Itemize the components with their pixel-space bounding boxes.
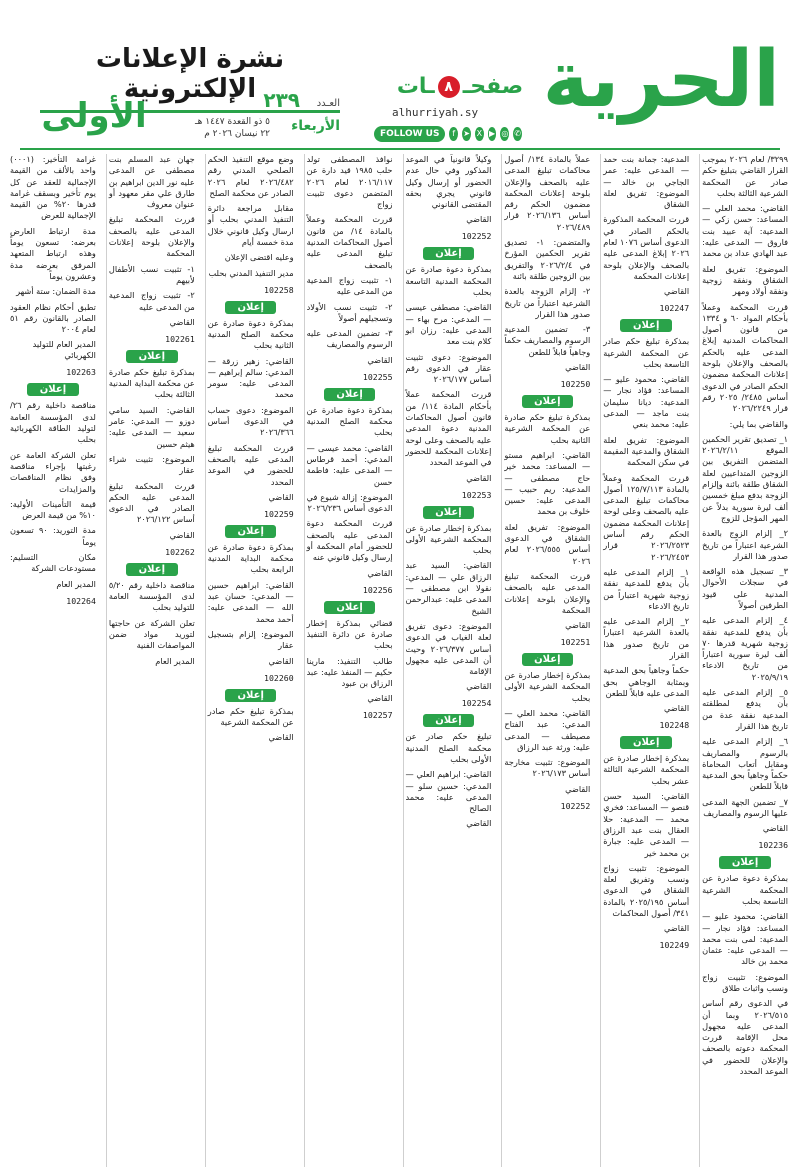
announcement-text: عملاً بالمادة ١٣٤/ أصول محاكمات تبليغ المدعى عليه بالصحف والإعلان بلوحة إعلانات المحكمة مضمون الحكم رقم أساس ٢٠٢٦/١٣٦ قرار ٢٠٢٦/٤٨٩ — [504, 154, 591, 232]
announcement-text: الموضوع: تثبيت زواج ونسب واثبات طلاق — [702, 971, 788, 993]
signature: القاضي — [367, 693, 393, 704]
announcement-text: ٣- تضمين المدعى عليه الرسوم والمصاريف — [306, 328, 393, 350]
signature: المدير العام — [56, 578, 96, 589]
announcement-text: قررت المحكمة دعوة المدعى عليه بالصحف للحضور أمام المحكمة أو إرسال وكيل قانوني عنه — [306, 518, 393, 563]
signature: القاضي — [663, 286, 690, 297]
announcement-text: قررت المحكمة عملاً بأحكام المادة ١١٤/ من قانون أصول المحاكمات المدنية دعوة المدعى عليه بالصحف وعلى لوحة إعلانات المحكمة للحضور في الموعد المحدد — [405, 389, 492, 468]
announcement-code: 102263 — [66, 367, 96, 378]
announcement-text: القاضي: محمد عيسى — المدعي: أحمد قرطاس — المدعى عليه: فاطمة حسن — [306, 442, 393, 487]
signature: القاضي — [663, 923, 690, 934]
signature: المدير العام — [155, 655, 195, 666]
newspaper-logo[interactable]: الحرية — [542, 35, 780, 125]
signature: القاضي — [466, 472, 492, 483]
announcement-text: القاضي: محمد العلي — المدعي: عبد الفتاح مصيطف — المدعى عليه: ورثة عبد الرزاق — [504, 707, 591, 752]
announcement-text: بمذكرة إخطار صادرة عن المحكمة الشرعية الثالثة عشر بحلب — [603, 753, 690, 786]
announcement-header: إعلان — [719, 856, 771, 869]
announcement-header: إعلان — [324, 601, 376, 614]
pages-badge — [390, 74, 530, 99]
announcement-text: القاضي: زهير زرقة — المدعي: سالم إبراهيم — المدعى عليه: سومر محمد — [207, 355, 294, 400]
announcement-text: تعلن الشركة عن حاجتها لتوريد مواد ضمن المواصفات الفنية — [108, 617, 195, 651]
edition-label: الأولى — [41, 96, 147, 136]
announcement-text: بمذكرة إخطار صادرة عن المحكمة الشرعية الأولى بحلب — [504, 670, 591, 703]
announcement-text: القاضي: السيد سامي دوزو — المدعي: عامر سعيد — المدعى عليه: هيثم حسين — [108, 404, 195, 449]
announcement-text: بمذكرة دعوة صادرة عن محكمة الصلح المدنية بحلب — [306, 404, 393, 438]
announcement-text: الموضوع: تفريق لعلة الشقاق والمدعية المقيمة في سكن المحكمة — [603, 434, 690, 468]
signature: القاضي — [565, 783, 591, 794]
announcement-text: بمذكرة دعوة صادرة عن المحكمة المدنية التاسعة بحلب — [405, 264, 492, 298]
announcement-code: 102248 — [659, 720, 690, 731]
announcement-text: الموضوع: دعوى تفريق لعلة الغياب في الدعوى أساس ٢٠٢٦/٣٧٧ وحيث أن المدعى عليه مجهول الإقامة — [405, 620, 492, 677]
announcement-code: 102262 — [165, 546, 195, 557]
announcement-header: إعلان — [620, 736, 672, 749]
signature: القاضي — [169, 529, 195, 540]
announcement-header: إعلان — [225, 301, 277, 314]
announcement-text: بمذكرة دعوة صادرة عن المحكمة الشرعية التاسعة بحلب — [702, 873, 788, 906]
announcement-text: ٢_ إلزام الزوج بالعدة الشرعية اعتباراً من تاريخ صدور هذا القرار — [702, 528, 788, 561]
announcement-text: قررت المحكمة تبليغ المدعى عليه بالصحف والإعلان بلوحة إعلانات المحكمة — [504, 570, 591, 615]
announcement-code: 102251 — [560, 637, 591, 648]
bulletin-title: نشرة الإعلانات الإلكترونية — [40, 44, 340, 113]
announcement-text: الموضوع: دعوى حساب في الدعوى أساس ٢٠٢٦/٣٦٦ — [207, 404, 294, 438]
signature: القاضي — [565, 362, 591, 373]
announcement-text: القاضي: ابراهيم العلي — المدعي: حسين سلو — المدعى عليه: محمد الصالح — [405, 769, 492, 814]
announcement-text: بمذكرة دعوة صادرة عن محكمة الصلح المدنية الثانية بحلب — [207, 317, 294, 351]
signature: القاضي — [268, 655, 294, 666]
signature: القاضي — [466, 818, 492, 829]
announcement-text: مدة التوريد: ٩٠ تسعون يوماً — [10, 525, 96, 547]
announcement-text: الموضوع: دعوى تثبيت عقار في الدعوى رقم أساس ٢٠٢٦/١٧٧ — [405, 351, 492, 385]
announcement-text: ٣٢٩٩/ لعام ٢٠٢٦ بموجب القرار القاضي بتبليغ حكم صادر عن المحكمة الشرعية الثالثة بحلب — [702, 154, 788, 198]
announcement-text: القاضي: السيد حسن قنصو — المساعد: فخري محمد — المدعية: حلا العقال بنت عبد الرزاق — المدعى عليه: جبارة بن محمد خير — [603, 791, 690, 858]
announcement-text: بمذكرة دعوة صادرة عن محكمة البداية المدنية الرابعة بحلب — [207, 541, 294, 575]
announcement-code: 102264 — [66, 595, 96, 606]
announcement-text: مقابل مراجعة دائرة التنفيذ المدني بحلب أو ارسال وكيل قانوني خلال مدة خمسة أيام — [207, 203, 294, 248]
issue-label: العـدد — [316, 98, 340, 109]
hijri-date: ٥ ذو القعدة ١٤٤٧ هـ — [195, 117, 270, 127]
signature: المدير العام للتوليد الكهربائي — [32, 339, 96, 361]
announcement-text: ٢- تثبيت نسب الأولاد وتسجيلهم أصولاً — [306, 301, 393, 323]
announcement-text: القاضي: ابراهيم حسين — المدعي: حسان عبد الله — المدعى عليه: أحمد محمد — [207, 579, 294, 624]
column-4 — [403, 154, 496, 1167]
announcement-text: ٦_ إلزام المدعى عليه بالرسوم والمصاريف ومقابل أتعاب المحاماة حكماً وجاهياً بحق المدعية قابلاً للطعن — [702, 736, 788, 792]
issue-day: الأربعاء — [291, 118, 340, 134]
telegram-icon[interactable]: ➤ — [462, 127, 471, 141]
announcement-code: 102258 — [264, 284, 294, 295]
signature: القاضي — [466, 214, 492, 225]
announcement-text: مدة ارتباط العارض بعرضه: تسعون يوماً وهذه ارتباط المتعهد المرفق بعرضه مدة وعشرون يوماً — [10, 225, 96, 281]
signature: القاضي — [565, 620, 591, 631]
column-5 — [304, 154, 397, 1167]
pages-badge-left: صفحـ — [462, 74, 524, 99]
announcement-header: إعلان — [423, 506, 475, 519]
announcement-code: 102256 — [362, 584, 393, 595]
announcement-text: قررت المحكمة المذكورة بالحكم الصادر في الدعوى أساس ١٠٧٦ لعام ٢٠٢٦ إبلاغ المدعى عليه بالصحف والإعلان بلوحة إعلانات المحكمة — [603, 214, 690, 281]
column-8 — [8, 154, 100, 1167]
announcement-text: القاضي: محمد العلي — المساعد: حسن زكي — المدعية: آية عبيد بنت فاروق — المدعى عليه: عبد الهادي عداد بن محمد — [702, 203, 788, 259]
announcement-text: ١- تثبيت زواج المدعية من المدعى عليه — [306, 274, 393, 297]
announcement-text: طالب التنفيذ: مارينا حكيم — المنفذ عليه: عبد الرزاق بن عبود — [306, 655, 393, 689]
announcement-code: 102260 — [264, 672, 294, 683]
announcement-text: بمذكرة تبليغ حكم صادر عن المحكمة الشرعية — [207, 705, 294, 727]
announcement-text: مناقصة داخلية رقم ٢٦/ لدى المؤسسة العامة لتوليد الطاقة الكهربائية بحلب — [10, 400, 96, 445]
announcement-text: القاضي: محمود عليو — المساعد: فؤاد نجار — المدعية: ديانا سليمان بنت ماجد — المدعى عليه: محمد بنعي — [603, 374, 690, 430]
announcement-header: إعلان — [423, 247, 475, 260]
announcement-code: 102236 — [758, 840, 788, 851]
site-url[interactable]: alhurriyah.sy — [392, 106, 479, 119]
announcement-text: القاضي: السيد عبد الرزاق علي — المدعي: نقولا ابن مصطفى — المدعى عليه: عبدالرحمن الشيخ — [405, 560, 492, 616]
signature: القاضي — [367, 567, 393, 578]
announcement-text: بمذكرة إخطار صادرة عن المحكمة الشرعية الأولى بحلب — [405, 522, 492, 556]
signature: القاضي — [663, 703, 690, 714]
issue-number: ٢٣٩ — [263, 88, 300, 112]
issue-meta — [150, 88, 340, 140]
announcement-text: ٤_ إلزام المدعى عليه بأن يدفع للمدعية نفقة زوجية شهرية قدرها ٧٠ ألف ليرة سورية اعتباراً من تاريخ الادعاء ٢٠٢٥/٩/١٩ — [702, 615, 788, 682]
announcement-code: 102250 — [560, 379, 591, 390]
announcement-code: 102261 — [165, 333, 195, 344]
announcement-text: والقاضي بما يلي: — [729, 418, 788, 429]
announcement-text: بمذكرة تبليغ حكم صادر عن المحكمة الشرعية التاسعة بحلب — [603, 336, 690, 369]
announcement-text: ٣- تضمين المدعية الرسوم والمصاريف حكماً وجاهياً قابلاً للطعن — [504, 324, 591, 357]
announcement-text: الموضوع: إلزام بتسجيل عقار — [207, 628, 294, 651]
announcement-text: القاضي: محمود عليو — المساعد: فؤاد نجار — المدعية: لمى بنت محمد — المدعى عليه: عثمان محمد بن خالد — [702, 911, 788, 967]
announcement-text: الموضوع: إزالة شيوع في الدعوى أساس ٢٠٢٦/٢٣٦ — [306, 491, 393, 514]
announcement-text: ٢_ إلزام المدعى عليه بالعدة الشرعية اعتباراً من تاريخ صدور هذا القرار — [603, 616, 690, 660]
announcement-text: مناقصة داخلية رقم ٥/٢٠ لدى المؤسسة العامة للتوليد بحلب — [108, 579, 195, 613]
announcement-text: القاضي: مصطفى عيسى — المدعي: مرح بهاء — المدعى عليه: رزان ابو كلام بنت معد — [405, 302, 492, 347]
instagram-icon[interactable]: ◎ — [500, 127, 509, 141]
social-bar — [374, 124, 522, 144]
pages-count: ٨ — [438, 76, 460, 98]
column-1 — [699, 154, 792, 1167]
announcement-text: ٢- إلزام الزوجة بالعدة الشرعية اعتباراً من تاريخ صدور هذا القرار — [504, 286, 591, 319]
pages-badge-right: ـات — [396, 74, 435, 99]
announcement-code: 102257 — [362, 710, 393, 721]
column-3 — [501, 154, 594, 1167]
announcement-header: إعلان — [126, 350, 178, 363]
signature: مدير التنفيذ المدني بحلب — [208, 267, 294, 278]
announcement-text: والمتضمن: ١- تصديق تقرير الحكمين المؤرخ في ٢٠٢٦/٢/٤ والتفريق بين الزوجين طلقة بائنة — [504, 237, 591, 281]
announcement-columns — [8, 154, 792, 1167]
announcement-text: بمذكرة تبليغ حكم صادرة عن المحكمة الشرعية الثانية بحلب — [504, 412, 591, 445]
announcement-code: 102253 — [461, 489, 492, 500]
announcement-code: 102249 — [659, 940, 690, 951]
announcement-code: 102252 — [461, 231, 492, 242]
announcement-header: إعلان — [225, 525, 277, 538]
announcement-text: قضائي بمذكرة إخطار صادرة عن دائرة التنفيذ بحلب — [306, 617, 393, 651]
announcement-text: ٣_ تسجيل هذه الواقعة في سجلات الأحوال المدنية على قيود الطرفين أصولاً — [702, 566, 788, 610]
announcement-text: القاضي: ابراهيم مستو — المساعد: محمد خير حاج مصطفى — المدعية: ريم حبيب — المدعى عليه: حسين خلوف بن محمد — [504, 449, 591, 517]
announcement-text: قررت المحكمة وعملاً بالمادة ١٢٥/٧/١١٣ أصول محاكمات تبليغ المدعى عليه بالصحف وعلى لوحة إعلانات المحكمة مضمون الحكم رقم أساس ٢٠٢٦/٢٥٢٣ قرار ٢٠٢٦/٢٤٥٣ — [603, 472, 690, 562]
signature: القاضي — [268, 732, 294, 743]
announcement-text: ٢- تثبيت زواج المدعية من المدعى عليه — [108, 290, 195, 312]
announcement-code: 102252 — [560, 800, 591, 811]
announcement-text: الموضوع: تثبيت زواج ونسب وتفريق لعلة الشقاق في الدعوى أساس ٢٠٢٥/١٩٥ بالمادة ٣٤١/ أصول المحاكمات — [603, 862, 690, 919]
announcement-text: حكماً وجاهياً بحق المدعية وبمثابة الوجاهي بحق المدعى عليه قابلاً للطعن — [603, 665, 690, 698]
announcement-text: الموضوع: تثبيت مخارجة أساس ٢٠٢٦/١٧٣ — [504, 757, 591, 779]
announcement-text: قررت المحكمة وعملاً بالمادة ١٤/ من قانون أصول المحاكمات المدنية تبليغ المدعى عليه بالصحف — [306, 214, 393, 270]
announcement-header: إعلان — [27, 383, 79, 396]
announcement-text: الموضوع: تفريق لعلة الشقاق في الدعوى أساس ٢٠٢٦/٥٥٥ لعام ٢٠٢٦ — [504, 521, 591, 566]
announcement-text: ٧_ تضمين الجهة المدعى عليها الرسوم والمصاريف — [702, 796, 788, 819]
announcement-text: تطبق أحكام نظام العقود الصادر بالقانون رقم ٥١ لعام ٢٠٠٤ — [10, 301, 96, 335]
gregorian-date: ٢٢ نيسان ٢٠٢٦ م — [204, 129, 270, 139]
announcement-header: إعلان — [225, 689, 277, 702]
announcement-code: 102254 — [461, 698, 492, 709]
announcement-text: مدة الضمان: ستة أشهر — [16, 286, 96, 297]
signature: القاضي — [169, 316, 195, 327]
announcement-text: قررت المحكمة وعملاً بأحكام المواد ٦٠ و ١٣٣٤ من قانون أصول المحاكمات المدنية إبلاغ المدعى عليه بالحكم بالصحف والإعلان بلوحة إعلانات المحكمة مضمون الحكم الصادر في الدعوى أساس ٢٤٨٥/ ٢٠٢٥ رقم قرار ٢٠٢٦/٢٢٤٩ — [702, 301, 788, 414]
announcement-text: وضع موقع التنفيذ الحكم الصلحي المدني رقم ٢٠٢٦/٤٨٢ لعام ٢٠٢٦ الصادر عن محكمة الصلح — [207, 154, 294, 198]
announcement-header: إعلان — [423, 714, 475, 727]
column-6 — [205, 154, 298, 1167]
announcement-text: جهان عبد المسلم بنت مصطفى عن المدعى عليه نور الدين ابراهيم بن طارق علي مقر معهود أو عنوان معروف — [108, 154, 195, 210]
announcement-header: إعلان — [324, 388, 376, 401]
announcement-code: 102259 — [264, 508, 294, 519]
signature: القاضي — [367, 354, 393, 365]
column-2 — [600, 154, 693, 1167]
signature: القاضي — [762, 823, 788, 834]
announcement-code: 102247 — [659, 303, 690, 314]
follow-us-button[interactable]: FOLLOW US — [374, 126, 445, 142]
announcement-text: في الدعوى رقم أساس ٢٠٢٦/٥١٥ وبما أن المدعى عليه مجهول محل الإقامة قررت المحكمة دعوته بالصحف والإعلان للحضور في الموعد المحدد — [702, 998, 788, 1077]
announcement-header: إعلان — [522, 395, 574, 408]
announcement-text: الموضوع: تثبيت شراء عقار — [108, 453, 195, 476]
masthead — [0, 0, 800, 150]
announcement-text: قررت المحكمة تبليغ المدعى عليه الحكم الصادر في الدعوى أساس ٢٠٢٦/١٢٢ — [108, 480, 195, 525]
announcement-text: مكان التسليم: مستودعات الشركة — [10, 552, 96, 574]
announcement-text: الموضوع: تفريق لعلة الشقاق ونفقة زوجية ونفقة أولاد ومهر — [702, 263, 788, 297]
issue-dates — [150, 116, 270, 140]
announcement-text: المدعية: جمانة بنت حمد — المدعى عليه: عمر الجاجي بن خالد — الموضوع: تفريق لعلة الشقاق — [603, 154, 690, 210]
announcement-text: نوافذ المصطفى تولد حلب ١٩٨٥ قيد دارة عن ٢٠١٦/١١٧ لعام ٢٠٢٦ المتضمن دعوى تثبيت زواج — [306, 154, 393, 210]
announcement-text: غرامة التأخير: (٠٠٠١) واحد بالألف من القيمة الإجمالية للعقد عن كل يوم تأخير وبسقف غرامة قدرها ٢٠% من القيمة الإجمالية للعرض — [10, 154, 96, 221]
column-7 — [106, 154, 199, 1167]
announcement-text: ١_ تصديق تقرير الحكمين الموقع ٢٠٢٦/٢/١١ المتضمن التفريق بين الزوجين المتداعيين لعلة الشقاق طلقة بائنة وإلزام الزوجة بدفع مبلغ خمسين ألف ليرة سورية بدلاً عن المهر المؤجل للزوج — [702, 433, 788, 523]
masthead-divider — [20, 148, 780, 150]
facebook-icon[interactable]: f — [449, 127, 458, 141]
announcement-text: ١- تثبيت نسب الأطفال لأبيهم — [108, 263, 195, 285]
issue-number-row — [150, 88, 340, 114]
announcement-text: تعلن الشركة العامة عن رغبتها بإجراء مناقصة وفق نظام المناقصات والمزايدات — [10, 449, 96, 494]
signature: القاضي — [466, 681, 492, 692]
announcement-text: تبليغ حكم صادر عن محكمة الصلح المدنية الأولى بحلب — [405, 731, 492, 764]
announcement-text: قيمة التأمينات الأولية: ١٠% من قيمة العرض — [10, 498, 96, 521]
youtube-icon[interactable]: ▶ — [488, 127, 497, 141]
announcement-text: قررت المحكمة تبليغ المدعى عليه بالصحف والإعلان بلوحة إعلانات المحكمة — [108, 214, 195, 259]
announcement-header: إعلان — [522, 653, 574, 666]
whatsapp-icon[interactable]: ✆ — [513, 127, 522, 141]
announcement-header: إعلان — [126, 563, 178, 576]
announcement-text: قررت المحكمة تبليغ المدعى عليه بالصحف للحضور في الموعد المحدد — [207, 442, 294, 487]
announcement-text: ١_ إلزام المدعى عليه بأن يدفع للمدعية نفقة زوجية شهرية اعتباراً من تاريخ الادعاء — [603, 566, 690, 611]
signature: القاضي — [268, 491, 294, 502]
announcement-text: بمذكرة تبليغ حكم صادرة عن محكمة البداية المدنية الثالثة بحلب — [108, 366, 195, 400]
announcement-text: وكيلاً قانونياً في الموعد المذكور وفي حال عدم الحضور أو إرسال وكيل قانوني يجري بحقه المقتضى القانوني — [405, 154, 492, 210]
announcement-text: وعليه اقتضى الإعلان — [224, 252, 294, 263]
announcement-text: ٥_ إلزام المدعى عليه بأن يدفع لمطلقته المدعية نفقة عدة من تاريخ هذا القرار — [702, 687, 788, 731]
announcement-code: 102255 — [362, 371, 393, 382]
x-icon[interactable]: X — [475, 127, 484, 141]
issue-info — [40, 88, 340, 140]
announcement-header: إعلان — [620, 319, 672, 332]
